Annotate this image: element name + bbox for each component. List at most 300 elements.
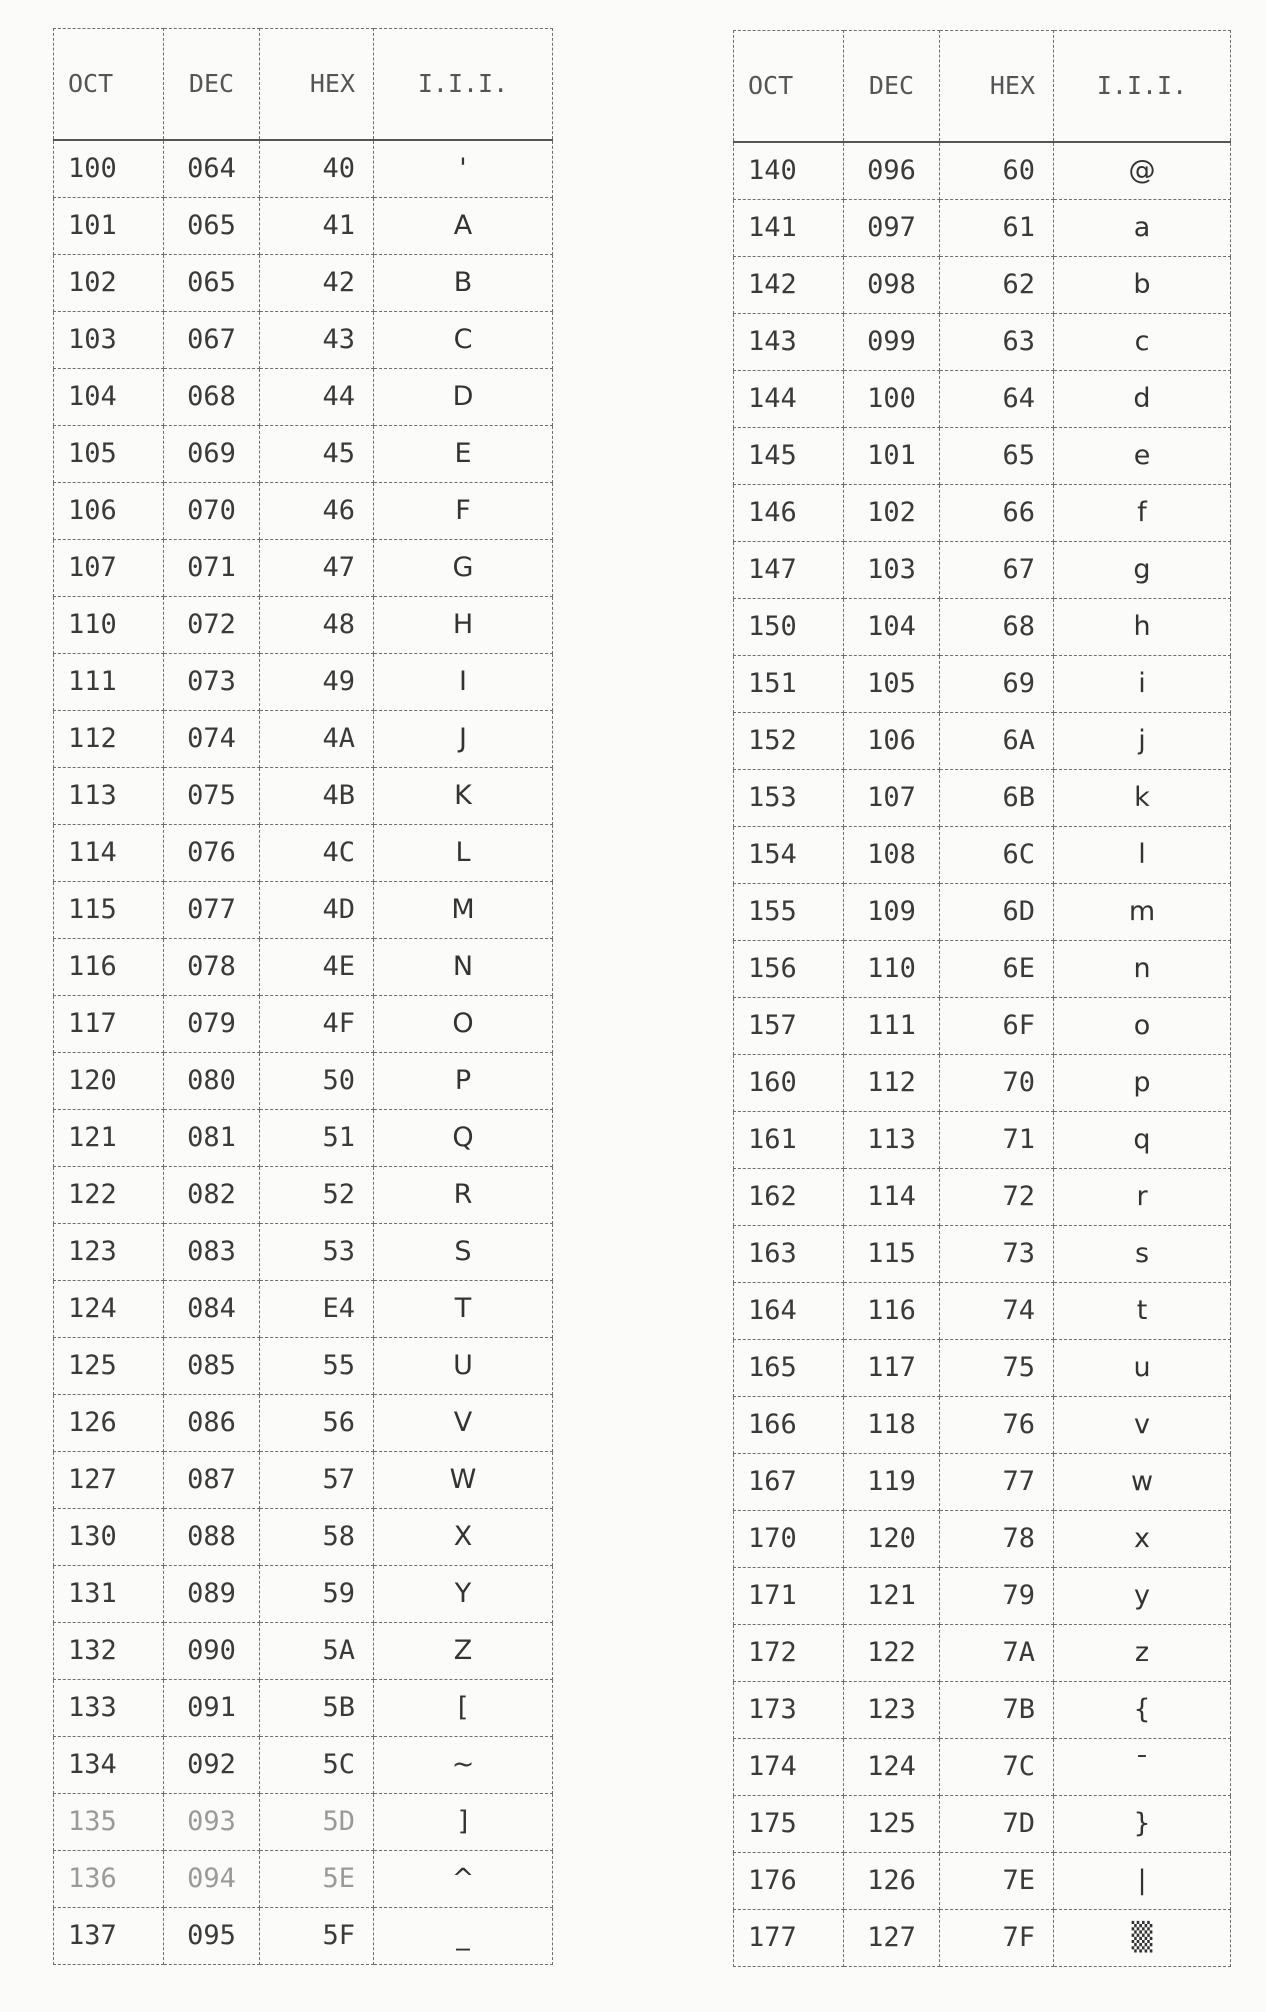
table-row bbox=[54, 1566, 553, 1623]
oct-cell: 152 bbox=[734, 713, 844, 770]
table-row bbox=[734, 200, 1231, 257]
char-cell: C bbox=[374, 312, 553, 369]
dec-cell: 113 bbox=[844, 1112, 940, 1169]
hex-cell: 4F bbox=[260, 996, 374, 1053]
table-row bbox=[54, 1908, 553, 1965]
hex-cell: 75 bbox=[940, 1340, 1054, 1397]
char-cell: t bbox=[1054, 1283, 1231, 1340]
hex-cell: 40 bbox=[260, 140, 374, 198]
char-cell: P bbox=[374, 1053, 553, 1110]
dec-cell: 120 bbox=[844, 1511, 940, 1568]
hex-cell: 5D bbox=[260, 1794, 374, 1851]
oct-cell: 126 bbox=[54, 1395, 164, 1452]
dec-cell: 110 bbox=[844, 941, 940, 998]
hex-cell: 7D bbox=[940, 1796, 1054, 1853]
oct-cell: 173 bbox=[734, 1682, 844, 1739]
dec-cell: 077 bbox=[164, 882, 260, 939]
table-row bbox=[54, 597, 553, 654]
table-row bbox=[54, 312, 553, 369]
oct-cell: 170 bbox=[734, 1511, 844, 1568]
dec-cell: 087 bbox=[164, 1452, 260, 1509]
hex-cell: 46 bbox=[260, 483, 374, 540]
table-row bbox=[734, 770, 1231, 827]
dec-cell: 108 bbox=[844, 827, 940, 884]
dec-cell: 099 bbox=[844, 314, 940, 371]
char-cell: y bbox=[1054, 1568, 1231, 1625]
dec-cell: 127 bbox=[844, 1910, 940, 1967]
dec-cell: 098 bbox=[844, 257, 940, 314]
char-cell: f bbox=[1054, 485, 1231, 542]
oct-cell: 120 bbox=[54, 1053, 164, 1110]
dec-cell: 094 bbox=[164, 1851, 260, 1908]
oct-cell: 110 bbox=[54, 597, 164, 654]
char-cell: X bbox=[374, 1509, 553, 1566]
header-char: I.I.I. bbox=[374, 29, 553, 141]
oct-cell: 112 bbox=[54, 711, 164, 768]
dec-cell: 065 bbox=[164, 255, 260, 312]
hex-cell: 6A bbox=[940, 713, 1054, 770]
table-row bbox=[54, 825, 553, 882]
hex-cell: 7E bbox=[940, 1853, 1054, 1910]
char-cell: v bbox=[1054, 1397, 1231, 1454]
oct-cell: 151 bbox=[734, 656, 844, 713]
hex-cell: 60 bbox=[940, 142, 1054, 200]
char-cell: K bbox=[374, 768, 553, 825]
dec-cell: 079 bbox=[164, 996, 260, 1053]
hex-cell: 7F bbox=[940, 1910, 1054, 1967]
table-row bbox=[54, 1338, 553, 1395]
table-row bbox=[734, 656, 1231, 713]
char-cell: o bbox=[1054, 998, 1231, 1055]
dec-cell: 111 bbox=[844, 998, 940, 1055]
char-cell: @ bbox=[1054, 142, 1231, 200]
char-cell: q bbox=[1054, 1112, 1231, 1169]
table-row bbox=[54, 768, 553, 825]
char-cell: N bbox=[374, 939, 553, 996]
char-cell: b bbox=[1054, 257, 1231, 314]
hex-cell: 42 bbox=[260, 255, 374, 312]
char-cell: n bbox=[1054, 941, 1231, 998]
dec-cell: 126 bbox=[844, 1853, 940, 1910]
table-row bbox=[734, 1169, 1231, 1226]
table-row bbox=[734, 428, 1231, 485]
table-row bbox=[734, 314, 1231, 371]
oct-cell: 163 bbox=[734, 1226, 844, 1283]
dec-cell: 119 bbox=[844, 1454, 940, 1511]
dec-cell: 101 bbox=[844, 428, 940, 485]
table-row bbox=[54, 426, 553, 483]
table-row bbox=[734, 371, 1231, 428]
dec-cell: 097 bbox=[844, 200, 940, 257]
dec-cell: 082 bbox=[164, 1167, 260, 1224]
table-row bbox=[54, 1794, 553, 1851]
oct-cell: 127 bbox=[54, 1452, 164, 1509]
oct-cell: 144 bbox=[734, 371, 844, 428]
char-cell: ^ bbox=[374, 1851, 553, 1908]
hex-cell: 6C bbox=[940, 827, 1054, 884]
hex-cell: 4B bbox=[260, 768, 374, 825]
hex-cell: 61 bbox=[940, 200, 1054, 257]
char-cell: { bbox=[1054, 1682, 1231, 1739]
char-cell: s bbox=[1054, 1226, 1231, 1283]
hex-cell: 7A bbox=[940, 1625, 1054, 1682]
table-row bbox=[54, 369, 553, 426]
hex-cell: 51 bbox=[260, 1110, 374, 1167]
hex-cell: 52 bbox=[260, 1167, 374, 1224]
dec-cell: 076 bbox=[164, 825, 260, 882]
hex-cell: 58 bbox=[260, 1509, 374, 1566]
table-row bbox=[734, 1625, 1231, 1682]
char-cell: i bbox=[1054, 656, 1231, 713]
oct-cell: 101 bbox=[54, 198, 164, 255]
oct-cell: 115 bbox=[54, 882, 164, 939]
dec-cell: 096 bbox=[844, 142, 940, 200]
char-cell: Y bbox=[374, 1566, 553, 1623]
char-cell: R bbox=[374, 1167, 553, 1224]
char-cell: M bbox=[374, 882, 553, 939]
dec-cell: 093 bbox=[164, 1794, 260, 1851]
hex-cell: 73 bbox=[940, 1226, 1054, 1283]
dec-cell: 085 bbox=[164, 1338, 260, 1395]
char-cell: g bbox=[1054, 542, 1231, 599]
oct-cell: 157 bbox=[734, 998, 844, 1055]
hex-cell: 56 bbox=[260, 1395, 374, 1452]
dec-cell: 123 bbox=[844, 1682, 940, 1739]
char-cell: m bbox=[1054, 884, 1231, 941]
oct-cell: 147 bbox=[734, 542, 844, 599]
char-cell: x bbox=[1054, 1511, 1231, 1568]
hex-cell: 4C bbox=[260, 825, 374, 882]
char-cell: G bbox=[374, 540, 553, 597]
dec-cell: 068 bbox=[164, 369, 260, 426]
hex-cell: 72 bbox=[940, 1169, 1054, 1226]
hex-cell: 70 bbox=[940, 1055, 1054, 1112]
char-cell: D bbox=[374, 369, 553, 426]
oct-cell: 104 bbox=[54, 369, 164, 426]
table-row bbox=[54, 1680, 553, 1737]
char-cell: _ bbox=[374, 1908, 553, 1965]
header-dec: DEC bbox=[844, 31, 940, 143]
dec-cell: 075 bbox=[164, 768, 260, 825]
hex-cell: 55 bbox=[260, 1338, 374, 1395]
dec-cell: 086 bbox=[164, 1395, 260, 1452]
oct-cell: 141 bbox=[734, 200, 844, 257]
dec-cell: 124 bbox=[844, 1739, 940, 1796]
dec-cell: 083 bbox=[164, 1224, 260, 1281]
oct-cell: 106 bbox=[54, 483, 164, 540]
dec-cell: 103 bbox=[844, 542, 940, 599]
dec-cell: 102 bbox=[844, 485, 940, 542]
table-row bbox=[734, 941, 1231, 998]
hex-cell: 43 bbox=[260, 312, 374, 369]
header-oct: OCT bbox=[734, 31, 844, 143]
oct-cell: 175 bbox=[734, 1796, 844, 1853]
char-cell: U bbox=[374, 1338, 553, 1395]
char-cell: h bbox=[1054, 599, 1231, 656]
oct-cell: 103 bbox=[54, 312, 164, 369]
dec-cell: 080 bbox=[164, 1053, 260, 1110]
hex-cell: 44 bbox=[260, 369, 374, 426]
oct-cell: 125 bbox=[54, 1338, 164, 1395]
hex-cell: 41 bbox=[260, 198, 374, 255]
table-row bbox=[734, 1796, 1231, 1853]
hex-cell: 4D bbox=[260, 882, 374, 939]
dec-cell: 112 bbox=[844, 1055, 940, 1112]
oct-cell: 145 bbox=[734, 428, 844, 485]
char-cell: W bbox=[374, 1452, 553, 1509]
dec-cell: 065 bbox=[164, 198, 260, 255]
char-cell: S bbox=[374, 1224, 553, 1281]
char-cell: ▒ bbox=[1054, 1910, 1231, 1967]
table-row bbox=[734, 1340, 1231, 1397]
hex-cell: 62 bbox=[940, 257, 1054, 314]
oct-cell: 156 bbox=[734, 941, 844, 998]
hex-cell: 49 bbox=[260, 654, 374, 711]
table-row bbox=[734, 1283, 1231, 1340]
code-table-left-body bbox=[54, 140, 553, 1965]
table-row bbox=[54, 140, 553, 198]
char-cell: T bbox=[374, 1281, 553, 1338]
dec-cell: 104 bbox=[844, 599, 940, 656]
char-cell: E bbox=[374, 426, 553, 483]
hex-cell: 6E bbox=[940, 941, 1054, 998]
oct-cell: 164 bbox=[734, 1283, 844, 1340]
oct-cell: 153 bbox=[734, 770, 844, 827]
char-cell: L bbox=[374, 825, 553, 882]
dec-cell: 105 bbox=[844, 656, 940, 713]
char-cell: c bbox=[1054, 314, 1231, 371]
hex-cell: 53 bbox=[260, 1224, 374, 1281]
dec-cell: 109 bbox=[844, 884, 940, 941]
char-cell: ¯ bbox=[1054, 1739, 1231, 1796]
char-cell: I bbox=[374, 654, 553, 711]
table-row bbox=[734, 542, 1231, 599]
oct-cell: 167 bbox=[734, 1454, 844, 1511]
hex-cell: 5A bbox=[260, 1623, 374, 1680]
oct-cell: 133 bbox=[54, 1680, 164, 1737]
dec-cell: 074 bbox=[164, 711, 260, 768]
table-row bbox=[54, 1224, 553, 1281]
char-cell: w bbox=[1054, 1454, 1231, 1511]
oct-cell: 122 bbox=[54, 1167, 164, 1224]
hex-cell: 74 bbox=[940, 1283, 1054, 1340]
hex-cell: 45 bbox=[260, 426, 374, 483]
dec-cell: 100 bbox=[844, 371, 940, 428]
dec-cell: 071 bbox=[164, 540, 260, 597]
table-row bbox=[54, 483, 553, 540]
header-row bbox=[54, 29, 553, 141]
hex-cell: 63 bbox=[940, 314, 1054, 371]
hex-cell: 5C bbox=[260, 1737, 374, 1794]
dec-cell: 125 bbox=[844, 1796, 940, 1853]
oct-cell: 111 bbox=[54, 654, 164, 711]
hex-cell: 5F bbox=[260, 1908, 374, 1965]
char-cell: e bbox=[1054, 428, 1231, 485]
dec-cell: 115 bbox=[844, 1226, 940, 1283]
char-cell: V bbox=[374, 1395, 553, 1452]
hex-cell: 50 bbox=[260, 1053, 374, 1110]
oct-cell: 137 bbox=[54, 1908, 164, 1965]
oct-cell: 142 bbox=[734, 257, 844, 314]
table-row bbox=[54, 1737, 553, 1794]
table-row bbox=[54, 711, 553, 768]
char-cell: l bbox=[1054, 827, 1231, 884]
oct-cell: 116 bbox=[54, 939, 164, 996]
hex-cell: 76 bbox=[940, 1397, 1054, 1454]
oct-cell: 150 bbox=[734, 599, 844, 656]
oct-cell: 107 bbox=[54, 540, 164, 597]
char-cell: | bbox=[1054, 1853, 1231, 1910]
hex-cell: 48 bbox=[260, 597, 374, 654]
char-cell: ] bbox=[374, 1794, 553, 1851]
table-row bbox=[54, 540, 553, 597]
hex-cell: 67 bbox=[940, 542, 1054, 599]
table-row bbox=[734, 1511, 1231, 1568]
header-row bbox=[734, 31, 1231, 143]
table-row bbox=[54, 1851, 553, 1908]
oct-cell: 176 bbox=[734, 1853, 844, 1910]
char-cell: p bbox=[1054, 1055, 1231, 1112]
table-row bbox=[54, 1509, 553, 1566]
dec-cell: 092 bbox=[164, 1737, 260, 1794]
char-cell: k bbox=[1054, 770, 1231, 827]
oct-cell: 100 bbox=[54, 140, 164, 198]
oct-cell: 134 bbox=[54, 1737, 164, 1794]
table-row bbox=[54, 1167, 553, 1224]
oct-cell: 172 bbox=[734, 1625, 844, 1682]
table-row bbox=[54, 1623, 553, 1680]
header-hex: HEX bbox=[940, 31, 1054, 143]
table-row bbox=[734, 884, 1231, 941]
hex-cell: 66 bbox=[940, 485, 1054, 542]
dec-cell: 073 bbox=[164, 654, 260, 711]
char-cell: ~ bbox=[374, 1737, 553, 1794]
char-cell: J bbox=[374, 711, 553, 768]
table-row bbox=[734, 485, 1231, 542]
oct-cell: 174 bbox=[734, 1739, 844, 1796]
char-cell: ' bbox=[374, 140, 553, 198]
oct-cell: 124 bbox=[54, 1281, 164, 1338]
dec-cell: 091 bbox=[164, 1680, 260, 1737]
hex-cell: 77 bbox=[940, 1454, 1054, 1511]
table-row bbox=[734, 1454, 1231, 1511]
char-cell: H bbox=[374, 597, 553, 654]
char-cell: B bbox=[374, 255, 553, 312]
dec-cell: 117 bbox=[844, 1340, 940, 1397]
header-char: I.I.I. bbox=[1054, 31, 1231, 143]
table-row bbox=[734, 1226, 1231, 1283]
oct-cell: 136 bbox=[54, 1851, 164, 1908]
code-table-left bbox=[53, 28, 553, 1965]
dec-cell: 070 bbox=[164, 483, 260, 540]
char-cell: } bbox=[1054, 1796, 1231, 1853]
hex-cell: 6D bbox=[940, 884, 1054, 941]
header-dec: DEC bbox=[164, 29, 260, 141]
oct-cell: 131 bbox=[54, 1566, 164, 1623]
header-oct: OCT bbox=[54, 29, 164, 141]
hex-cell: 65 bbox=[940, 428, 1054, 485]
oct-cell: 114 bbox=[54, 825, 164, 882]
hex-cell: 71 bbox=[940, 1112, 1054, 1169]
table-row bbox=[54, 1053, 553, 1110]
oct-cell: 130 bbox=[54, 1509, 164, 1566]
hex-cell: 4E bbox=[260, 939, 374, 996]
dec-cell: 106 bbox=[844, 713, 940, 770]
dec-cell: 084 bbox=[164, 1281, 260, 1338]
oct-cell: 177 bbox=[734, 1910, 844, 1967]
dec-cell: 118 bbox=[844, 1397, 940, 1454]
dec-cell: 089 bbox=[164, 1566, 260, 1623]
dec-cell: 114 bbox=[844, 1169, 940, 1226]
dec-cell: 116 bbox=[844, 1283, 940, 1340]
char-cell: F bbox=[374, 483, 553, 540]
table-row bbox=[734, 713, 1231, 770]
oct-cell: 132 bbox=[54, 1623, 164, 1680]
dec-cell: 078 bbox=[164, 939, 260, 996]
dec-cell: 064 bbox=[164, 140, 260, 198]
table-row bbox=[54, 1452, 553, 1509]
table-row bbox=[734, 827, 1231, 884]
hex-cell: 6F bbox=[940, 998, 1054, 1055]
oct-cell: 105 bbox=[54, 426, 164, 483]
table-row bbox=[734, 599, 1231, 656]
char-cell: z bbox=[1054, 1625, 1231, 1682]
hex-cell: 5E bbox=[260, 1851, 374, 1908]
char-cell: a bbox=[1054, 200, 1231, 257]
hex-cell: 59 bbox=[260, 1566, 374, 1623]
char-cell: O bbox=[374, 996, 553, 1053]
table-row bbox=[734, 1568, 1231, 1625]
char-cell: Z bbox=[374, 1623, 553, 1680]
oct-cell: 162 bbox=[734, 1169, 844, 1226]
oct-cell: 154 bbox=[734, 827, 844, 884]
hex-cell: 78 bbox=[940, 1511, 1054, 1568]
table-row bbox=[54, 198, 553, 255]
table-row bbox=[54, 1281, 553, 1338]
hex-cell: 7B bbox=[940, 1682, 1054, 1739]
oct-cell: 161 bbox=[734, 1112, 844, 1169]
hex-cell: E4 bbox=[260, 1281, 374, 1338]
char-cell: A bbox=[374, 198, 553, 255]
dec-cell: 090 bbox=[164, 1623, 260, 1680]
dec-cell: 107 bbox=[844, 770, 940, 827]
hex-cell: 64 bbox=[940, 371, 1054, 428]
oct-cell: 155 bbox=[734, 884, 844, 941]
hex-cell: 79 bbox=[940, 1568, 1054, 1625]
table-row bbox=[734, 142, 1231, 200]
table-row bbox=[734, 1682, 1231, 1739]
hex-cell: 47 bbox=[260, 540, 374, 597]
table-row bbox=[734, 1055, 1231, 1112]
oct-cell: 171 bbox=[734, 1568, 844, 1625]
table-row bbox=[54, 1110, 553, 1167]
oct-cell: 121 bbox=[54, 1110, 164, 1167]
char-cell: [ bbox=[374, 1680, 553, 1737]
hex-cell: 6B bbox=[940, 770, 1054, 827]
hex-cell: 57 bbox=[260, 1452, 374, 1509]
table-row bbox=[54, 255, 553, 312]
hex-cell: 68 bbox=[940, 599, 1054, 656]
table-row bbox=[734, 1910, 1231, 1967]
header-hex: HEX bbox=[260, 29, 374, 141]
table-row bbox=[734, 1397, 1231, 1454]
char-cell: r bbox=[1054, 1169, 1231, 1226]
table-row bbox=[734, 1739, 1231, 1796]
dec-cell: 121 bbox=[844, 1568, 940, 1625]
char-cell: j bbox=[1054, 713, 1231, 770]
dec-cell: 095 bbox=[164, 1908, 260, 1965]
dec-cell: 122 bbox=[844, 1625, 940, 1682]
